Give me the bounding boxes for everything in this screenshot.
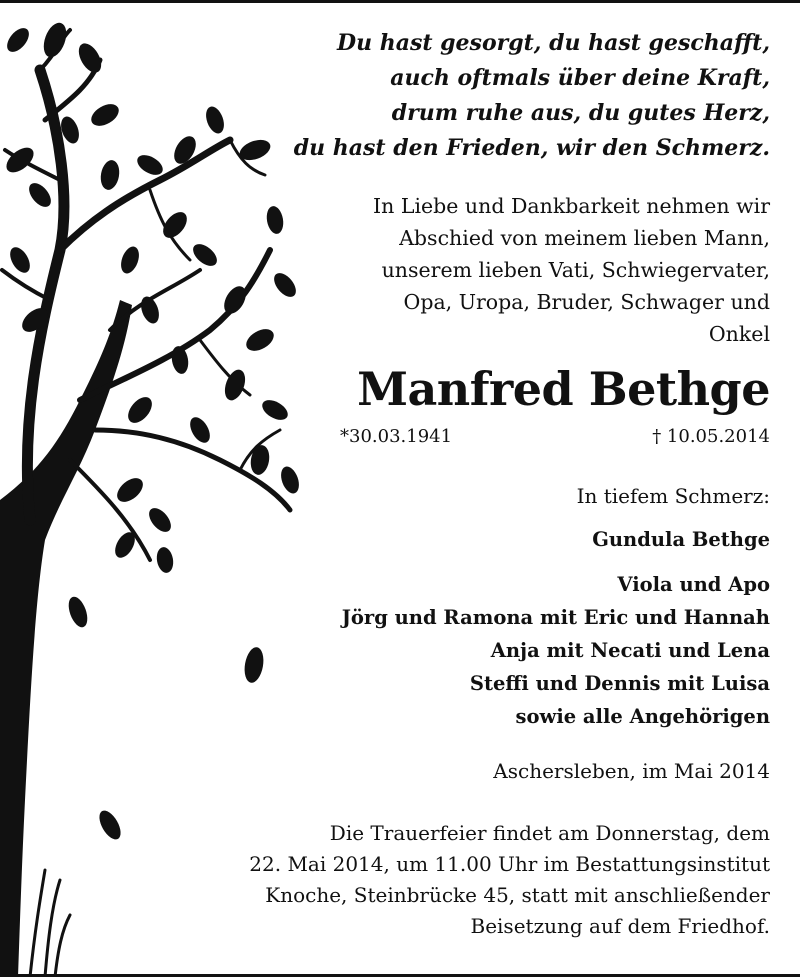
place-and-date: Aschersleben, im Mai 2014 (493, 759, 770, 783)
service-line: Die Trauerfeier findet am Donnerstag, dem (329, 821, 770, 845)
service-line: Beisetzung auf dem Friedhof. (470, 914, 770, 938)
death-date: † 10.05.2014 (652, 426, 770, 447)
intro-line: Onkel (708, 322, 770, 346)
mourning-label: In tiefem Schmerz: (576, 484, 770, 508)
service-line: Knoche, Steinbrücke 45, statt mit anschließender (265, 883, 770, 907)
intro-line: Abschied von meinem lieben Mann, (399, 226, 770, 250)
primary-mourner: Gundula Bethge (592, 528, 770, 551)
mourner-line: sowie alle Angehörigen (515, 705, 770, 728)
birth-date: *30.03.1941 (340, 426, 453, 447)
deceased-name: Manfred Bethge (357, 362, 770, 416)
mourner-line: Viola und Apo (617, 573, 770, 596)
memorial-poem (250, 26, 770, 166)
intro-line: In Liebe und Dankbarkeit nehmen wir (373, 194, 770, 218)
life-dates (340, 424, 770, 450)
poem-line: auch oftmals über deine Kraft, (390, 65, 770, 91)
poem-line: drum ruhe aus, du gutes Herz, (391, 100, 770, 126)
intro-line: Opa, Uropa, Bruder, Schwager und (403, 290, 770, 314)
mourner-line: Anja mit Necati und Lena (490, 639, 770, 662)
poem-line: du hast den Frieden, wir den Schmerz. (293, 135, 770, 161)
farewell-intro (250, 190, 770, 350)
mourner-line: Jörg und Ramona mit Eric und Hannah (341, 606, 770, 629)
mourners-list (250, 523, 770, 733)
poem-line: Du hast gesorgt, du hast geschafft, (336, 30, 770, 56)
service-line: 22. Mai 2014, um 11.00 Uhr im Bestattungsinstitut (249, 852, 770, 876)
funeral-service-info (110, 818, 770, 942)
mourner-line: Steffi und Dennis mit Luisa (469, 672, 770, 695)
intro-line: unserem lieben Vati, Schwiegervater, (381, 258, 770, 282)
